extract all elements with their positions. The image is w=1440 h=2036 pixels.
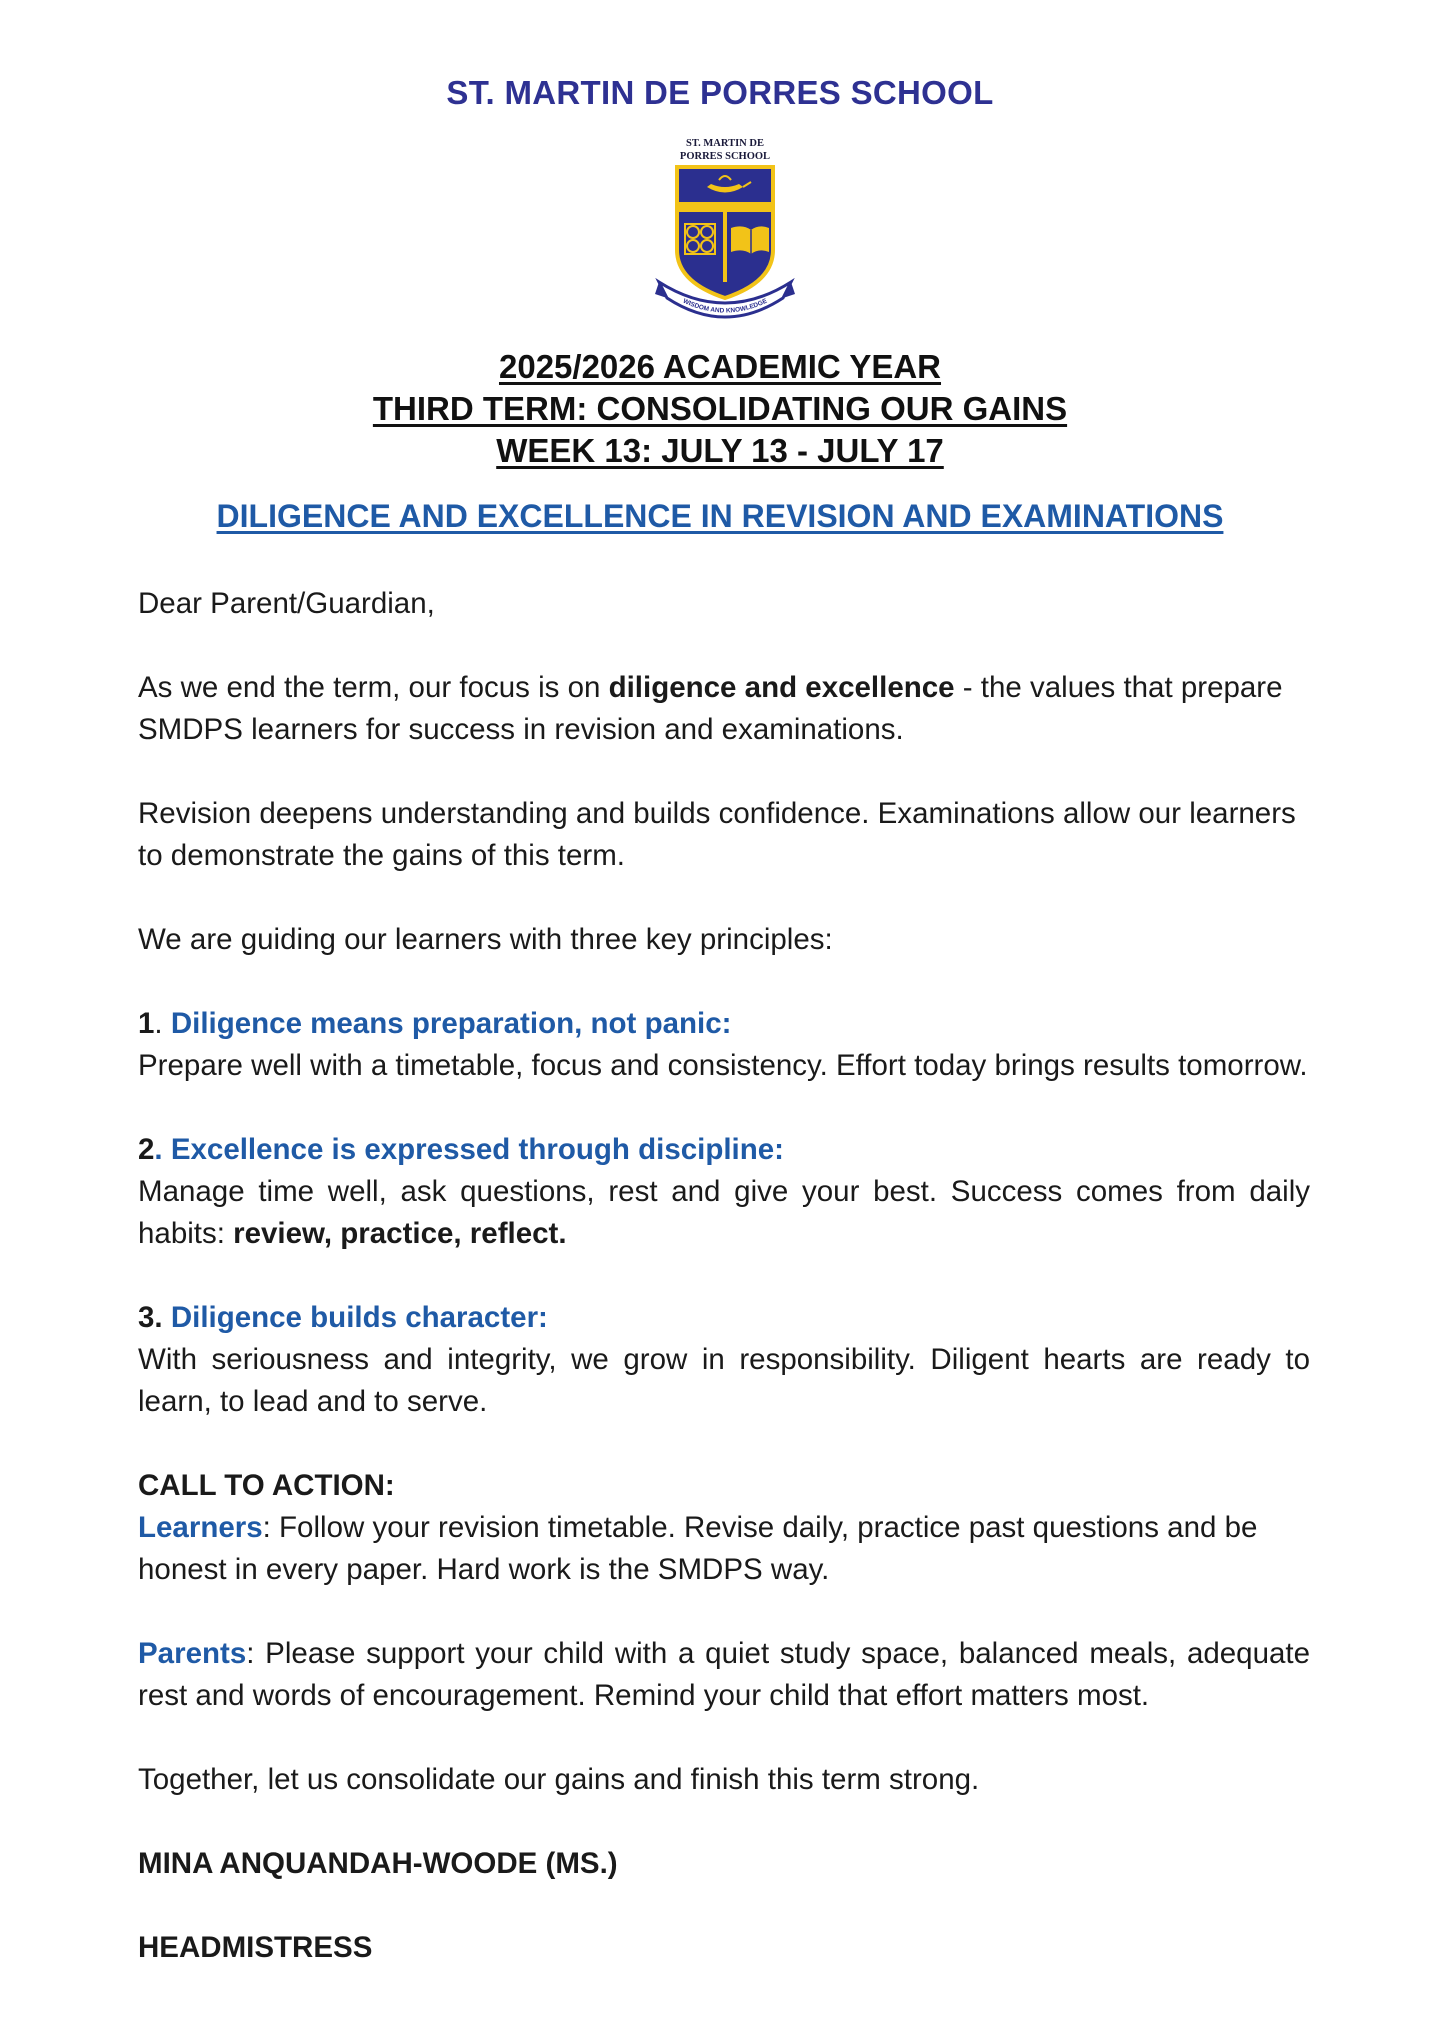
letter-body <box>138 583 1310 2011</box>
principles-intro: We are guiding our learners with three key principles: <box>138 923 833 956</box>
closing-line: Together, let us consolidate our gains and finish this term strong. <box>138 1763 980 1796</box>
call-to-action-heading: CALL TO ACTION: <box>138 1469 395 1502</box>
svg-text:PORRES SCHOOL: PORRES SCHOOL <box>679 151 771 162</box>
week-range: WEEK 13: JULY 13 - JULY 17 <box>496 432 944 469</box>
principle-2: 2. Excellence is expressed through discipline: Manage time well, ask questions, rest and give your best. Success comes from daily habits: review, practice, reflect. <box>138 1133 1310 1250</box>
salutation: Dear Parent/Guardian, <box>138 587 435 620</box>
academic-year: 2025/2026 ACADEMIC YEAR <box>498 348 942 385</box>
signatory-name: MINA ANQUANDAH-WOODE (MS.) <box>138 1847 618 1880</box>
signatory-title: HEADMISTRESS <box>138 1931 373 1964</box>
term-title: THIRD TERM: CONSOLIDATING OUR GAINS <box>372 390 1068 427</box>
call-to-action-parents: Parents: Please support your child with a quiet study space, balanced meals, adequate rest and words of encouragement. Remind your child that effort matters most. <box>138 1637 1310 1712</box>
intro-paragraph: As we end the term, our focus is on diligence and excellence - the values that prepare SMDPS learners for success in revision and examinations. <box>138 671 1283 746</box>
svg-text:WISDOM AND KNOWLEDGE: WISDOM AND KNOWLEDGE <box>681 297 769 315</box>
principle-1: 1. Diligence means preparation, not panic: Prepare well with a timetable, focus and consistency. Effort today brings results tomorrow. <box>138 1007 1308 1082</box>
revision-paragraph: Revision deepens understanding and builds confidence. Examinations allow our learners to demonstrate the gains of this term. <box>138 797 1296 872</box>
principle-3: 3. Diligence builds character: With seriousness and integrity, we grow in responsibility. Diligent hearts are ready to learn, to lead and to serve. <box>138 1301 1310 1418</box>
call-to-action-learners: CALL TO ACTION: Learners: Follow your revision timetable. Revise daily, practice past questions and be honest in every paper. Hard work is the SMDPS way. <box>138 1469 1258 1586</box>
letter-heading <box>0 346 1440 472</box>
theme-title: DILIGENCE AND EXCELLENCE IN REVISION AND EXAMINATIONS <box>216 498 1224 534</box>
school-name: ST. MARTIN DE PORRES SCHOOL <box>446 74 994 111</box>
svg-text:ST. MARTIN DE: ST. MARTIN DE <box>686 138 764 149</box>
school-crest-logo <box>655 132 795 322</box>
